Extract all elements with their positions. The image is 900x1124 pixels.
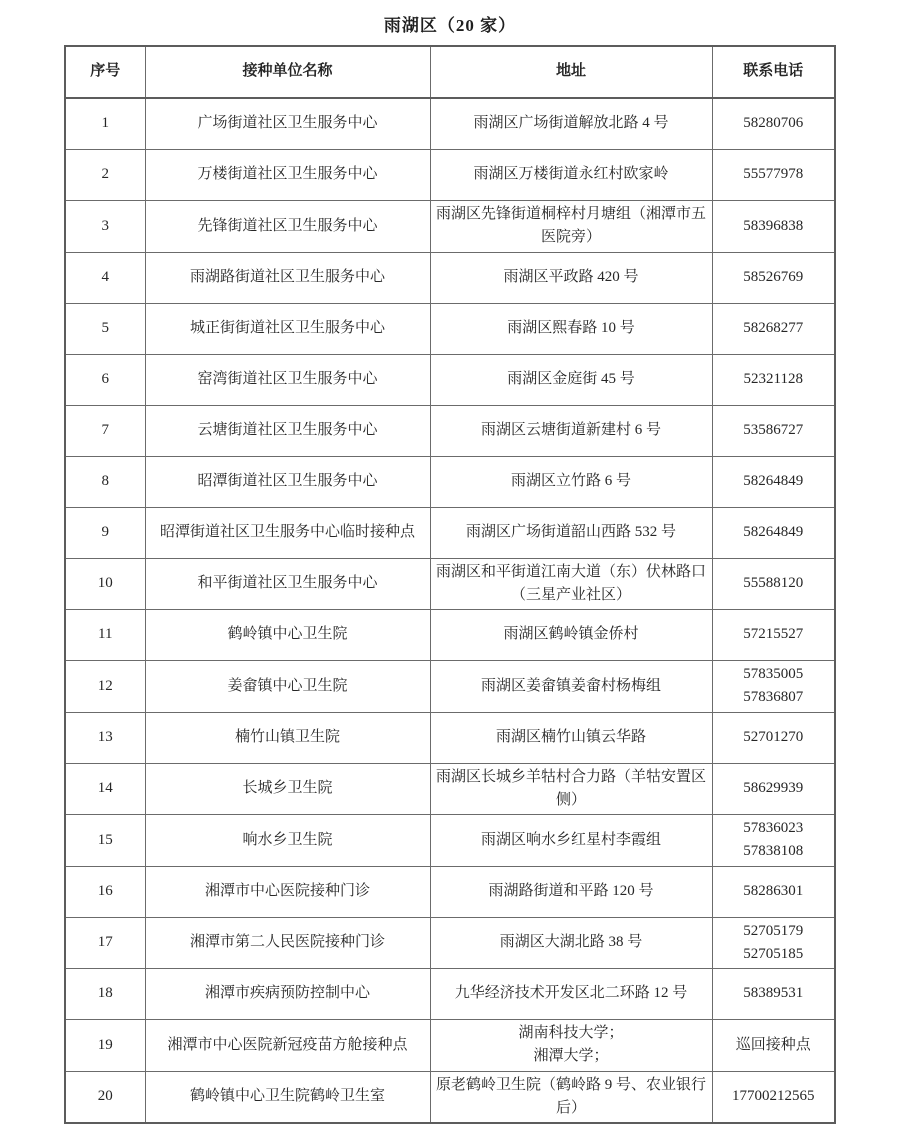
cell-serial: [65, 661, 145, 713]
cell-serial: [65, 969, 145, 1020]
table-row: [65, 866, 835, 917]
cell-phone: [712, 150, 835, 201]
cell-text-line: 雨湖路街道和平路 120 号: [488, 882, 654, 899]
cell-text-line: 湘潭市第二人民医院接种门诊: [189, 934, 385, 951]
table-row: [65, 354, 835, 405]
cell-phone: [712, 1071, 835, 1123]
cell-address: [430, 456, 712, 507]
cell-unit-name: [145, 456, 430, 507]
cell-text-line: 52701270: [743, 728, 804, 745]
table-row: [65, 917, 835, 969]
cell-address: [430, 507, 712, 558]
cell-unit-name: [145, 252, 430, 303]
cell-text-line: 58264849: [743, 472, 804, 489]
table-row: [65, 661, 835, 713]
cell-text-line: 湘潭市疾病预防控制中心: [204, 985, 370, 1002]
table-row: [65, 303, 835, 354]
cell-text-line: 雨湖区立竹路 6 号: [510, 472, 631, 489]
cell-text-line: 和平街道社区卫生服务中心: [197, 575, 378, 592]
cell-serial: [65, 98, 145, 150]
cell-unit-name: [145, 98, 430, 150]
cell-serial: [65, 712, 145, 763]
cell-serial: [65, 150, 145, 201]
cell-address: [430, 969, 712, 1020]
cell-text-line: 2: [101, 166, 109, 183]
cell-text-line: 58268277: [743, 319, 804, 336]
cell-address: [430, 558, 712, 610]
cell-address: [430, 303, 712, 354]
cell-text-line: 雨湖区响水乡红星村李霞组: [480, 831, 661, 848]
cell-serial: [65, 815, 145, 867]
cell-phone: [712, 661, 835, 713]
table-row: [65, 150, 835, 201]
cell-text-line: 58286301: [743, 882, 804, 899]
cell-text-line: 12: [97, 677, 113, 694]
cell-phone: [712, 917, 835, 969]
cell-text-line: 55577978: [743, 166, 804, 183]
table-row: [65, 969, 835, 1020]
table-row: [65, 610, 835, 661]
cell-text-line: 17700212565: [732, 1088, 815, 1105]
cell-phone: [712, 712, 835, 763]
cell-serial: [65, 1020, 145, 1072]
cell-address: [430, 98, 712, 150]
cell-serial: [65, 917, 145, 969]
table-row: [65, 1071, 835, 1123]
cell-unit-name: [145, 354, 430, 405]
cell-unit-name: [145, 917, 430, 969]
cell-text-line: 雨湖区和平街道江南大道（东）伏林路口（三星产业社区）: [435, 563, 706, 603]
table-row: [65, 252, 835, 303]
cell-unit-name: [145, 507, 430, 558]
cell-address: [430, 866, 712, 917]
cell-unit-name: [145, 1020, 430, 1072]
cell-phone: [712, 303, 835, 354]
table-row: [65, 815, 835, 867]
cell-text-line: 57835005: [743, 666, 804, 682]
col-header-unit-name: 接种单位名称: [145, 46, 430, 98]
cell-phone: [712, 456, 835, 507]
cell-unit-name: [145, 763, 430, 815]
cell-address: [430, 1020, 712, 1072]
cell-text-line: 长城乡卫生院: [242, 780, 333, 797]
cell-phone: [712, 354, 835, 405]
cell-text-line: 8: [101, 472, 109, 489]
cell-text-line: 52705179: [743, 922, 804, 939]
cell-unit-name: [145, 969, 430, 1020]
cell-unit-name: [145, 610, 430, 661]
cell-text-line: 雨湖区云塘街道新建村 6 号: [480, 421, 661, 438]
table-body: [65, 98, 835, 1123]
cell-unit-name: [145, 815, 430, 867]
cell-text-line: 52321128: [743, 370, 803, 387]
cell-unit-name: [145, 866, 430, 917]
cell-serial: [65, 610, 145, 661]
table-row: [65, 763, 835, 815]
cell-text-line: 湘潭市中心医院接种门诊: [204, 882, 370, 899]
cell-text-line: 55588120: [743, 575, 804, 592]
cell-address: [430, 201, 712, 253]
cell-text-line: 17: [97, 934, 113, 951]
cell-address: [430, 150, 712, 201]
table-header: [65, 46, 835, 98]
cell-text-line: 58389531: [743, 985, 804, 1002]
col-header-phone: 联系电话: [712, 46, 835, 98]
cell-address: [430, 252, 712, 303]
cell-phone: [712, 98, 835, 150]
cell-text-line: 城正街街道社区卫生服务中心: [189, 319, 385, 336]
cell-phone: [712, 558, 835, 610]
vaccination-sites-table: [64, 45, 836, 1124]
cell-text-line: 19: [97, 1036, 113, 1053]
cell-text-line: 万楼街道社区卫生服务中心: [197, 166, 378, 183]
cell-address: [430, 763, 712, 815]
cell-phone: [712, 763, 835, 815]
cell-text-line: 广场街道社区卫生服务中心: [197, 115, 378, 132]
cell-text-line: 3: [101, 217, 109, 234]
cell-address: [430, 661, 712, 713]
cell-text-line: 9: [101, 523, 109, 540]
cell-text-line: 7: [101, 421, 109, 438]
cell-unit-name: [145, 201, 430, 253]
cell-phone: [712, 815, 835, 867]
cell-phone: [712, 866, 835, 917]
cell-text-line: 原老鹤岭卫生院（鹤岭路 9 号、农业银行后）: [435, 1076, 706, 1116]
cell-phone: [712, 252, 835, 303]
cell-text-line: 鹤岭镇中心卫生院: [227, 626, 348, 643]
cell-text-line: 57836023: [743, 820, 804, 836]
cell-text-line: 58396838: [743, 217, 804, 234]
cell-text-line: 雨湖区广场街道韶山西路 532 号: [465, 523, 676, 540]
page-title: 雨湖区（20 家）: [383, 16, 517, 35]
cell-address: [430, 610, 712, 661]
cell-address: [430, 815, 712, 867]
cell-unit-name: [145, 661, 430, 713]
cell-serial: [65, 1071, 145, 1123]
cell-phone: [712, 405, 835, 456]
cell-text-line: 53586727: [743, 421, 804, 438]
cell-text-line: 雨湖区先锋街道桐梓村月塘组（湘潭市五医院旁）: [435, 206, 706, 246]
cell-text-line: 16: [97, 882, 113, 899]
cell-phone: [712, 1020, 835, 1072]
cell-text-line: 58629939: [743, 780, 804, 797]
cell-unit-name: [145, 405, 430, 456]
cell-serial: [65, 558, 145, 610]
cell-text-line: 5: [101, 319, 109, 336]
table-row: [65, 201, 835, 253]
cell-text-line: 1: [101, 115, 109, 132]
cell-serial: [65, 252, 145, 303]
cell-text-line: 20: [97, 1088, 113, 1105]
cell-text-line: 响水乡卫生院: [242, 831, 333, 848]
cell-text-line: 鹤岭镇中心卫生院鹤岭卫生室: [189, 1088, 385, 1105]
cell-text-line: 15: [97, 831, 113, 848]
cell-serial: [65, 405, 145, 456]
table-row: [65, 1020, 835, 1072]
table-row: [65, 712, 835, 763]
cell-text-line: 雨湖区金庭街 45 号: [507, 370, 635, 387]
cell-text-line: 4: [101, 268, 109, 285]
cell-text-line: 昭潭街道社区卫生服务中心: [197, 472, 378, 489]
cell-text-line: 14: [97, 780, 113, 797]
cell-unit-name: [145, 303, 430, 354]
cell-text-line: 52705185: [743, 945, 804, 962]
cell-text-line: 18: [97, 985, 113, 1002]
cell-phone: [712, 507, 835, 558]
col-header-serial: 序号: [65, 46, 145, 98]
header-row: [65, 46, 835, 98]
cell-text-line: 巡回接种点: [735, 1036, 811, 1053]
cell-text-line: 6: [101, 370, 109, 387]
cell-text-line: 57838108: [743, 843, 804, 860]
cell-text-line: 九华经济技术开发区北二环路 12 号: [454, 985, 688, 1002]
cell-serial: [65, 303, 145, 354]
cell-serial: [65, 456, 145, 507]
cell-unit-name: [145, 150, 430, 201]
cell-text-line: 湘潭市中心医院新冠疫苗方舱接种点: [167, 1036, 408, 1053]
cell-phone: [712, 201, 835, 253]
cell-text-line: 雨湖区长城乡羊牯村合力路（羊牯安置区侧）: [435, 768, 706, 808]
cell-text-line: 11: [98, 626, 113, 643]
cell-text-line: 先锋街道社区卫生服务中心: [197, 217, 378, 234]
cell-phone: [712, 969, 835, 1020]
cell-text-line: 雨湖区鹤岭镇金侨村: [503, 626, 639, 643]
cell-text-line: 57215527: [743, 626, 804, 643]
cell-unit-name: [145, 558, 430, 610]
cell-address: [430, 712, 712, 763]
cell-text-line: 雨湖区广场街道解放北路 4 号: [473, 115, 669, 132]
cell-text-line: 雨湖路街道社区卫生服务中心: [189, 268, 385, 285]
cell-address: [430, 917, 712, 969]
cell-serial: [65, 354, 145, 405]
cell-serial: [65, 866, 145, 917]
cell-text-line: 13: [97, 728, 113, 745]
cell-text-line: 57836807: [743, 689, 804, 706]
cell-text-line: 湘潭大学；: [533, 1048, 609, 1065]
cell-text-line: 雨湖区姜畲镇姜畲村杨梅组: [480, 677, 661, 694]
cell-text-line: 58280706: [743, 115, 804, 132]
cell-text-line: 姜畲镇中心卫生院: [227, 677, 348, 694]
cell-text-line: 雨湖区万楼街道永红村欧家岭: [473, 166, 669, 183]
cell-unit-name: [145, 712, 430, 763]
col-header-address: 地址: [430, 46, 712, 98]
cell-text-line: 昭潭街道社区卫生服务中心临时接种点: [159, 523, 415, 540]
cell-unit-name: [145, 1071, 430, 1123]
cell-phone: [712, 610, 835, 661]
cell-text-line: 雨湖区熙春路 10 号: [507, 319, 635, 336]
cell-text-line: 雨湖区平政路 420 号: [503, 268, 639, 285]
table-row: [65, 405, 835, 456]
cell-text-line: 云塘街道社区卫生服务中心: [197, 421, 378, 438]
cell-text-line: 楠竹山镇卫生院: [234, 728, 340, 745]
cell-text-line: 雨湖区大湖北路 38 号: [499, 934, 643, 951]
table-row: [65, 98, 835, 150]
cell-serial: [65, 763, 145, 815]
cell-text-line: 雨湖区楠竹山镇云华路: [495, 728, 646, 745]
cell-text-line: 窑湾街道社区卫生服务中心: [197, 370, 378, 387]
cell-serial: [65, 201, 145, 253]
cell-text-line: 湖南科技大学；: [518, 1025, 624, 1041]
cell-text-line: 10: [97, 575, 113, 592]
cell-address: [430, 1071, 712, 1123]
table-row: [65, 456, 835, 507]
table-row: [65, 558, 835, 610]
cell-text-line: 58264849: [743, 523, 804, 540]
cell-text-line: 58526769: [743, 268, 804, 285]
cell-address: [430, 405, 712, 456]
cell-address: [430, 354, 712, 405]
table-row: [65, 507, 835, 558]
cell-serial: [65, 507, 145, 558]
